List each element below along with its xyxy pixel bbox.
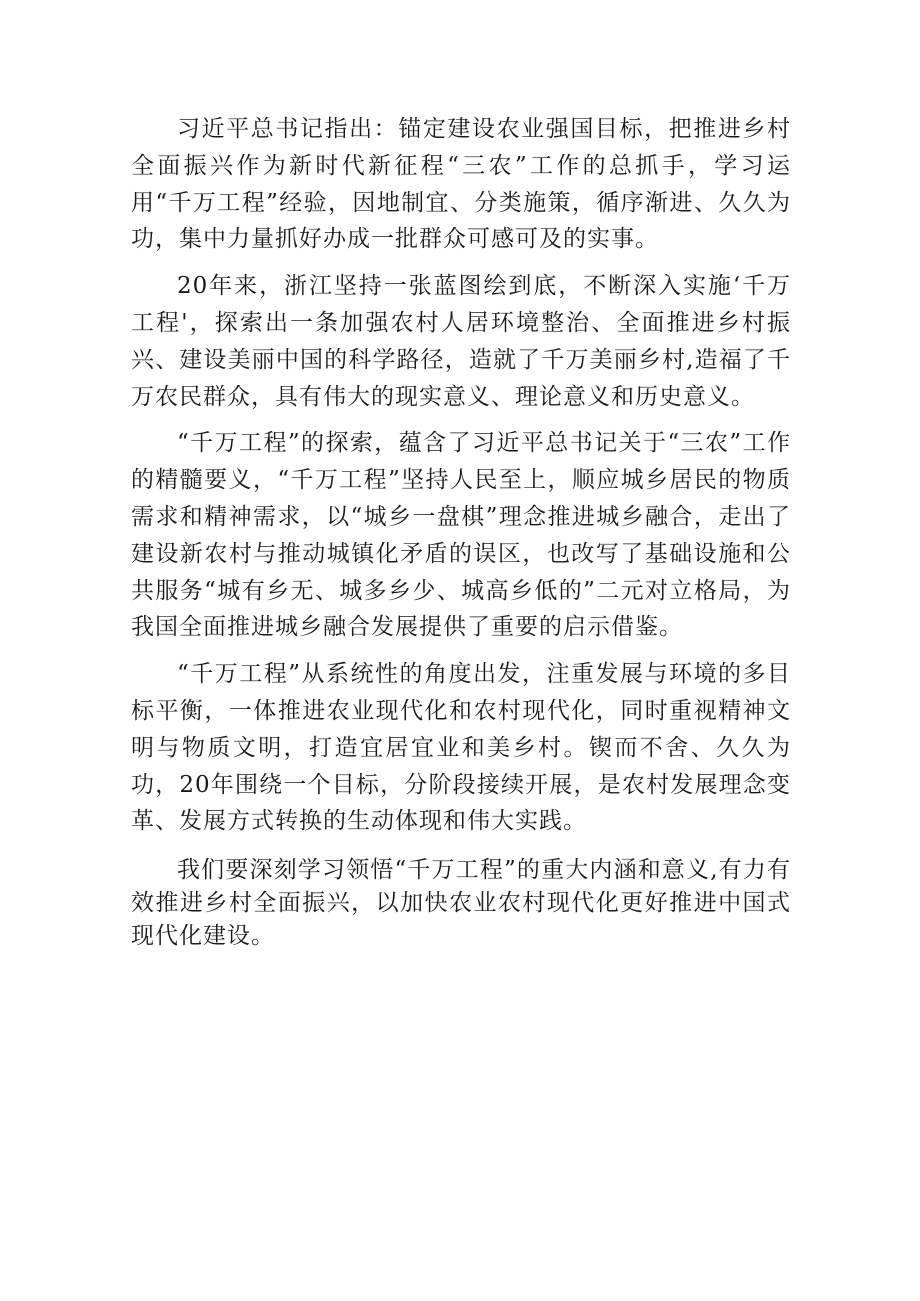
paragraph-3: “千万工程”的探索，蕴含了习近平总书记关于“三农”工作的精髓要义，“千万工程”坚持人民至上，顺应城乡居民的物质需求和精神需求，以“城乡一盘棋”理念推进城乡融合，走出了建设新农村与推动城镇化矛盾的误区，也改写了基础设施和公共服务“城有乡无、城多乡少、城高乡低的”二元对立格局，为我国全面推进城乡融合发展提供了重要的启示借鉴。 (131, 430, 791, 641)
paragraph-4: “千万工程”从系统性的角度出发，注重发展与环境的多目标平衡，一体推进农业现代化和农村现代化，同时重视精神文明与物质文明，打造宜居宜业和美乡村。锲而不舍、久久为功，20年围绕一个目标，分阶段接续开展，是农村发展理念变革、发展方式转换的生动体现和伟大实践。 (131, 661, 791, 835)
paragraph-2: 20年来，浙江坚持一张蓝图绘到底，不断深入实施‘千万工程'，探索出一条加强农村人居环境整治、全面推进乡村振兴、建设美丽中国的科学路径，造就了千万美丽乡村,造福了千万农民群众，具有伟大的现实意义、理论意义和历史意义。 (131, 273, 791, 410)
paragraph-1: 习近平总书记指出：锚定建设农业强国目标，把推进乡村全面振兴作为新时代新征程“三农”工作的总抓手，学习运用“千万工程”经验，因地制宜、分类施策，循序渐进、久久为功，集中力量抓好办成一批群众可感可及的实事。 (131, 116, 791, 253)
document-body (131, 111, 791, 953)
paragraph-5: 我们要深刻学习领悟“千万工程”的重大内涵和意义,有力有效推进乡村全面振兴，以加快农业农村现代化更好推进中国式现代化建设。 (131, 857, 791, 950)
